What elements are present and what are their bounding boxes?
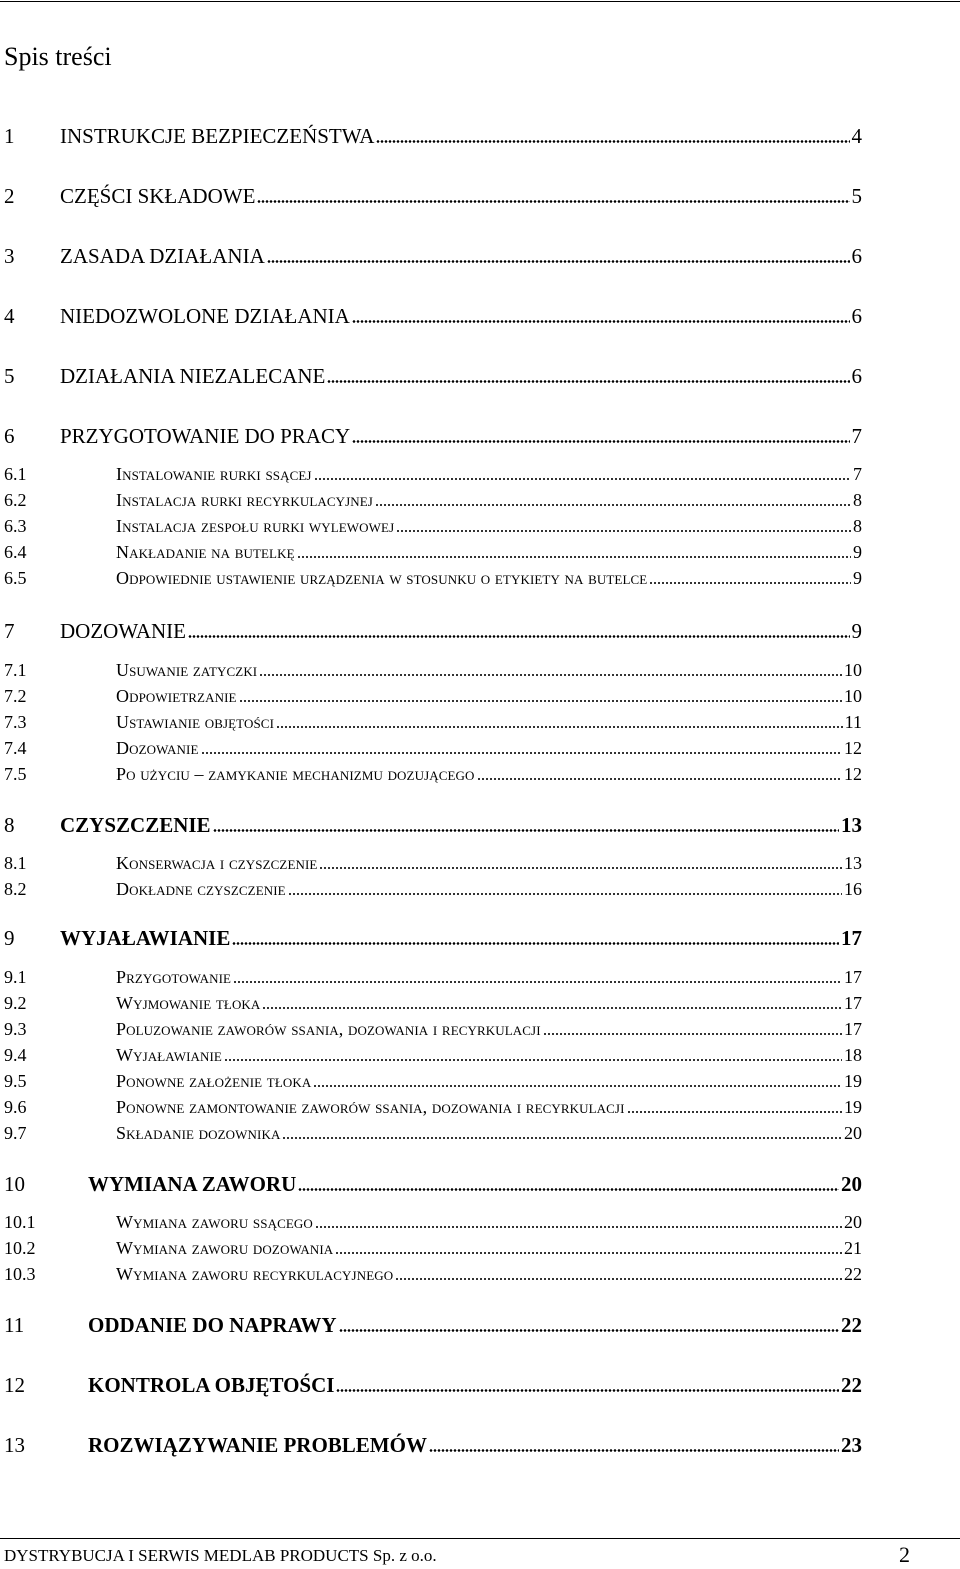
toc-entry-label: Instalowanie rurki ssącej — [116, 464, 312, 484]
toc-entry-label: Instalacja rurki recyrkulacyjnej — [116, 490, 373, 510]
toc-entry-label: PRZYGOTOWANIE DO PRACY — [60, 424, 351, 448]
toc-entry-number: 9.7 — [4, 1123, 27, 1143]
toc-entry[interactable] — [4, 711, 862, 733]
toc-entry[interactable] — [4, 463, 862, 485]
toc-entry-number: 6 — [4, 424, 15, 448]
toc-dot-leader — [282, 1137, 842, 1139]
toc-entry-page: 6 — [851, 244, 862, 268]
toc-entry-page: 7 — [853, 464, 862, 484]
toc-entry-number: 9.2 — [4, 993, 27, 1013]
toc-entry[interactable] — [4, 1018, 862, 1040]
toc-entry[interactable] — [4, 184, 862, 208]
toc-dot-leader — [336, 1389, 839, 1392]
toc-entry[interactable] — [4, 489, 862, 511]
toc-entry-page: 18 — [844, 1045, 862, 1065]
toc-entry-number: 10.1 — [4, 1212, 36, 1232]
toc-entry-page: 8 — [853, 516, 862, 536]
toc-entry-label: CZĘŚCI SKŁADOWE — [60, 184, 256, 208]
toc-dot-leader — [259, 674, 842, 676]
toc-entry-page: 19 — [844, 1071, 862, 1091]
toc-entry-label: KONTROLA OBJĘTOŚCI — [88, 1373, 335, 1397]
toc-entry-number: 7.5 — [4, 764, 27, 784]
toc-entry-label: NIEDOZWOLONE DZIAŁANIA — [60, 304, 350, 328]
toc-entry-number: 10 — [4, 1172, 25, 1196]
toc-entry-number: 10.2 — [4, 1238, 36, 1258]
toc-entry[interactable] — [4, 1237, 862, 1259]
toc-entry-label: Po użyciu – zamykanie mechanizmu dozującego — [116, 764, 475, 784]
toc-dot-leader — [224, 1059, 842, 1061]
toc-entry[interactable] — [4, 567, 862, 589]
toc-entry-number: 8.2 — [4, 879, 27, 899]
toc-entry-number: 10.3 — [4, 1264, 36, 1284]
footer-page-number: 2 — [899, 1542, 910, 1567]
toc-dot-leader — [233, 981, 842, 983]
toc-entry[interactable] — [4, 992, 862, 1014]
toc-entry-number: 8 — [4, 813, 15, 837]
toc-entry-page: 12 — [844, 738, 862, 758]
toc-entry-page: 22 — [841, 1313, 862, 1337]
toc-entry[interactable] — [4, 926, 862, 950]
toc-entry-label: Odpowiednie ustawienie urządzenia w stosunku o etykiety na butelce — [116, 568, 648, 588]
toc-entry-label: Przygotowanie — [116, 967, 232, 987]
toc-entry-number: 7.2 — [4, 686, 27, 706]
toc-entry[interactable] — [4, 1433, 862, 1457]
toc-dot-leader — [232, 942, 839, 945]
toc-entry-page: 22 — [841, 1373, 862, 1397]
toc-entry[interactable] — [4, 878, 862, 900]
toc-dot-leader — [314, 478, 851, 480]
toc-entry-page: 9 — [853, 542, 862, 562]
toc-entry[interactable] — [4, 813, 862, 837]
toc-entry[interactable] — [4, 659, 862, 681]
toc-entry-label: Dokładne czyszczenie — [116, 879, 286, 899]
toc-entry-page: 6 — [851, 304, 862, 328]
toc-dot-leader — [313, 1085, 842, 1087]
toc-entry-label: Wymiana zaworu dozowania — [116, 1238, 334, 1258]
toc-entry[interactable] — [4, 1172, 862, 1196]
toc-entry-page: 21 — [844, 1238, 862, 1258]
toc-entry-page: 17 — [841, 926, 862, 950]
toc-entry-label: Wymiana zaworu ssącego — [116, 1212, 313, 1232]
toc-entry[interactable] — [4, 1211, 862, 1233]
toc-entry[interactable] — [4, 685, 862, 707]
toc-entry-number: 13 — [4, 1433, 25, 1457]
toc-entry-page: 4 — [851, 124, 862, 148]
toc-entry-number: 5 — [4, 364, 15, 388]
toc-entry-number: 7 — [4, 619, 15, 643]
toc-dot-leader — [477, 778, 842, 780]
toc-entry-number: 12 — [4, 1373, 25, 1397]
toc-entry[interactable] — [4, 424, 862, 448]
top-rule — [0, 1, 960, 2]
toc-entry-number: 6.3 — [4, 516, 27, 536]
toc-dot-leader — [395, 1278, 842, 1280]
toc-entry-label: Składanie dozownika — [116, 1123, 281, 1143]
toc-entry-label: Instalacja zespołu rurki wylewowej — [116, 516, 395, 536]
toc-entry[interactable] — [4, 1044, 862, 1066]
toc-entry-page: 9 — [851, 619, 862, 643]
toc-entry[interactable] — [4, 737, 862, 759]
toc-entry-number: 6.1 — [4, 464, 27, 484]
toc-entry-number: 11 — [4, 1313, 25, 1337]
toc-entry-number: 9.1 — [4, 967, 27, 987]
toc-entry-label: WYJAŁAWIANIE — [60, 926, 231, 950]
toc-entry-page: 10 — [844, 686, 862, 706]
toc-entry[interactable] — [4, 1070, 862, 1092]
toc-entry-page: 9 — [853, 568, 862, 588]
toc-dot-leader — [352, 440, 849, 443]
toc-entry-page: 16 — [844, 879, 862, 899]
toc-entry-label: DZIAŁANIA NIEZALECANE — [60, 364, 326, 388]
toc-entry[interactable] — [4, 304, 862, 328]
toc-entry-number: 6.2 — [4, 490, 27, 510]
toc-entry-number: 6.4 — [4, 542, 27, 562]
toc-entry-page: 17 — [844, 1019, 862, 1039]
toc-entry-number: 7.1 — [4, 660, 27, 680]
toc-entry-number: 2 — [4, 184, 15, 208]
toc-entry-label: ROZWIĄZYWANIE PROBLEMÓW — [88, 1433, 427, 1457]
toc-entry[interactable] — [4, 244, 862, 268]
toc-entry-number: 8.1 — [4, 853, 27, 873]
toc-entry-page: 17 — [844, 993, 862, 1013]
toc-entry-page: 5 — [851, 184, 862, 208]
toc-entry-page: 13 — [841, 813, 862, 837]
toc-entry-page: 11 — [844, 712, 862, 732]
toc-dot-leader — [257, 200, 849, 203]
toc-entry[interactable] — [4, 1122, 862, 1144]
toc-dot-leader — [429, 1449, 839, 1452]
toc-dot-leader — [339, 1329, 839, 1332]
toc-entry-label: Dozowanie — [116, 738, 199, 758]
toc-dot-leader — [288, 893, 842, 895]
toc-entry-label: Wyjmowanie tłoka — [116, 993, 261, 1013]
toc-entry-label: CZYSZCZENIE — [60, 813, 211, 837]
toc-entry-label: Ponowne zamontowanie zaworów ssania, dozowania i recyrkulacji — [116, 1097, 625, 1117]
toc-dot-leader — [213, 829, 839, 832]
toc-dot-leader — [627, 1111, 842, 1113]
toc-entry-page: 20 — [844, 1123, 862, 1143]
toc-dot-leader — [335, 1252, 842, 1254]
toc-entry-page: 7 — [851, 424, 862, 448]
toc-entry-page: 20 — [841, 1172, 862, 1196]
toc-entry-page: 23 — [841, 1433, 862, 1457]
footer-company: DYSTRYBUCJA I SERWIS MEDLAB PRODUCTS Sp. z o.o. — [4, 1546, 437, 1565]
toc-entry[interactable] — [4, 1263, 862, 1285]
footer-rule — [0, 1538, 960, 1539]
toc-entry[interactable] — [4, 619, 862, 643]
toc-entry-label: Nakładanie na butelkę — [116, 542, 295, 562]
toc-entry[interactable] — [4, 1096, 862, 1118]
toc-entry-number: 4 — [4, 304, 15, 328]
toc-entry[interactable] — [4, 515, 862, 537]
toc-dot-leader — [375, 504, 851, 506]
toc-entry-label: ODDANIE DO NAPRAWY — [88, 1313, 337, 1337]
toc-dot-leader — [267, 260, 850, 263]
toc-entry-page: 19 — [844, 1097, 862, 1117]
toc-dot-leader — [319, 867, 842, 869]
toc-dot-leader — [543, 1033, 842, 1035]
toc-dot-leader — [188, 635, 850, 638]
toc-entry-page: 13 — [844, 853, 862, 873]
toc-entry-page: 17 — [844, 967, 862, 987]
toc-dot-leader — [352, 320, 850, 323]
toc-entry-label: DOZOWANIE — [60, 619, 186, 643]
toc-entry-page: 8 — [853, 490, 862, 510]
toc-entry-label: Odpowietrzanie — [116, 686, 237, 706]
toc-dot-leader — [201, 752, 843, 754]
toc-entry-number: 1 — [4, 124, 15, 148]
toc-entry[interactable] — [4, 1373, 862, 1397]
toc-entry-number: 7.3 — [4, 712, 27, 732]
toc-entry-label: INSTRUKCJE BEZPIECZEŃSTWA — [60, 124, 375, 148]
toc-entry-page: 6 — [851, 364, 862, 388]
toc-entry[interactable] — [4, 852, 862, 874]
toc-dot-leader — [376, 140, 849, 143]
toc-entry[interactable] — [4, 966, 862, 988]
toc-entry-number: 9.4 — [4, 1045, 27, 1065]
toc-dot-leader — [297, 556, 851, 558]
toc-entry-label: Poluzowanie zaworów ssania, dozowania i recyrkulacji — [116, 1019, 541, 1039]
toc-entry-page: 22 — [844, 1264, 862, 1284]
toc-entry-number: 3 — [4, 244, 15, 268]
toc-entry-label: Ponowne założenie tłoka — [116, 1071, 312, 1091]
toc-dot-leader — [262, 1007, 842, 1009]
toc-entry-page: 12 — [844, 764, 862, 784]
toc-entry-page: 10 — [844, 660, 862, 680]
toc-entry[interactable] — [4, 124, 862, 148]
toc-entry-label: WYMIANA ZAWORU — [88, 1172, 297, 1196]
toc-entry-page: 20 — [844, 1212, 862, 1232]
toc-dot-leader — [327, 380, 849, 383]
toc-entry-label: Usuwanie zatyczki — [116, 660, 258, 680]
toc-dot-leader — [315, 1226, 842, 1228]
toc-entry-label: Konserwacja i czyszczenie — [116, 853, 318, 873]
toc-dot-leader — [276, 726, 843, 728]
toc-dot-leader — [239, 700, 842, 702]
toc-entry[interactable] — [4, 364, 862, 388]
toc-dot-leader — [649, 582, 851, 584]
toc-entry-label: ZASADA DZIAŁANIA — [60, 244, 265, 268]
toc-entry[interactable] — [4, 1313, 862, 1337]
toc-entry-label: Ustawianie objętości — [116, 712, 275, 732]
toc-entry-number: 9 — [4, 926, 15, 950]
toc-entry-number: 7.4 — [4, 738, 27, 758]
toc-entry-number: 9.6 — [4, 1097, 27, 1117]
toc-entry-number: 6.5 — [4, 568, 27, 588]
toc-entry[interactable] — [4, 763, 862, 785]
page-title: Spis treści — [4, 42, 112, 71]
toc-dot-leader — [298, 1188, 839, 1191]
toc-entry-label: Wyjaławianie — [116, 1045, 222, 1065]
toc-entry[interactable] — [4, 541, 862, 563]
toc-entry-number: 9.3 — [4, 1019, 27, 1039]
toc-entry-number: 9.5 — [4, 1071, 27, 1091]
toc-dot-leader — [396, 530, 851, 532]
toc-entry-label: Wymiana zaworu recyrkulacyjnego — [116, 1264, 394, 1284]
